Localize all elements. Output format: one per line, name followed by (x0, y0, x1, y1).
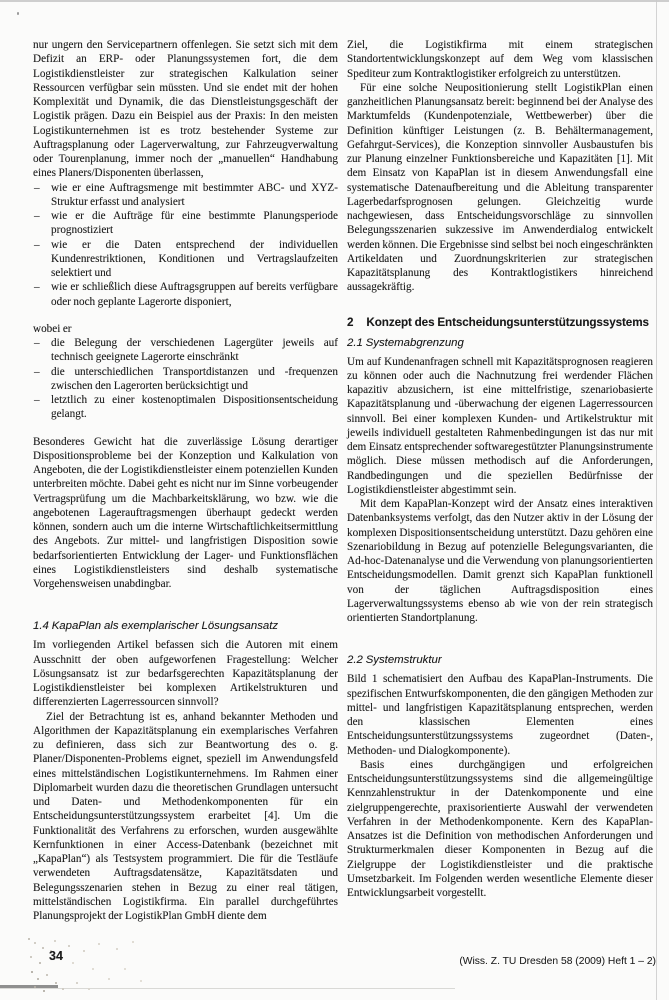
journal-citation-footer: (Wiss. Z. TU Dresden 58 (2009) Heft 1 – 2) (459, 956, 656, 967)
bullet-dash: – (34, 365, 40, 378)
bullet-dash: – (34, 181, 40, 194)
bullet-dash: – (34, 394, 40, 406)
bullet-list (33, 336, 338, 422)
bullet-dash: – (34, 210, 40, 222)
subsection-heading-1-4: 1.4 KapaPlan als exemplarischer Lösungsansatz (33, 620, 279, 633)
paragraph: Ziel, die Logistikfirma mit einem strategischen Standortentwicklungskonzept auf dem Weg vom klassischen Spediteur zum Kontraktlogistiker erfolgreich zu unterstützen. (347, 39, 653, 80)
paragraph: Mit dem KapaPlan-Konzept wird der Ansatz eines interaktiven Datenbanksystems verfolgt, das den Nutzer aktiv in der Lösung der komplexen Dispositionsentscheidung unterstützt. Dazu gehören eine Szenariobildung in Bezug auf potenzielle Belegungsvarianten, die Ad-hoc-Datenanalyse und die Verwendung von planungsorientierten Entscheidungsmodellen. Damit grenzt sich KapaPlan funktionell von der täglichen Auftragsdisposition eines Lagerverwaltungssystems ebenso ab wie von der rein strategisch orientierten Standortplanung. (347, 498, 653, 624)
list-item-text: die unterschiedlichen Transportdistanzen und -frequenzen zwischen den Lagerorten berücksichtigt und (51, 365, 338, 392)
scan-edge-line-top (0, 0, 669, 2)
list-interlude: wobei er (33, 322, 72, 335)
paragraph: Bild 1 schematisiert den Aufbau des KapaPlan-Instruments. Die spezifischen Entwurfskomponenten, die den gängigen Methoden zur mittel- und langfristigen Kapazitätsplanung entsprechen, werden den klassischen Elementen eines Entscheidungsunterstützungssystems zugeordnet (Daten-, Methoden- und Dialogkomponente). (347, 673, 653, 757)
list-item-text: wie er die Aufträge für eine bestimmte Planungsperiode prognostiziert (51, 210, 338, 237)
bullet-list (33, 181, 338, 309)
paragraph: Besonderes Gewicht hat die zuverlässige Lösung derartiger Dispositionsprobleme bei der Konzeption und Kalkulation von Angeboten, die der Logistikdienstleister einem potenziellen Kunden unterbreiten möchte. Dabei geht es nicht nur im Sinne vorbeugender Vertragsprüfung um die Machbarkeitsklärung, wo bzw. wie die angebotenen Lagerauftragsmengen überhaupt gedeckt werden können, sondern auch um die interne Wirtschaftlichkeitsermittlung des Angebots. Zur mittel- und langfristigen Disposition sowie bedarfsorientierten Entwicklung der Lager- und Funktionsflächen eines Logistikdienstleisters sind deshalb systematische Vorgehensweisen unabdingbar. (33, 435, 338, 590)
list-item (33, 393, 338, 422)
paragraph: Basis eines durchgängigen und erfolgreichen Entscheidungsunterstützungssystems sind die allgemeingültige Kennzahlenstruktur in der Datenkomponente und eine zielgruppengerechte, praxisorientierte Auswahl der verwendeten Verfahren in der Methodenkomponente. Kern des KapaPlan-Ansatzes ist die Definition von methodischen Anforderungen und Strukturmerkmalen dieser Komponenten in Bezug auf die Zielgruppe der Logistikdienstleister und die praktische Umsetzbarkeit. Im Folgenden werden wesentliche Elemente dieser Entwicklungsarbeit vorgestellt. (347, 758, 653, 899)
subsection-heading-2-1: 2.1 Systemabgrenzung (347, 336, 464, 349)
section-title: Konzept des Entscheidungsunterstützungssystems (366, 315, 649, 329)
list-item (33, 181, 338, 210)
list-item-text: letztlich zu einer kostenoptimalen Dispositionsentscheidung gelangt. (51, 394, 338, 421)
paragraph: Um auf Kundenanfragen schnell mit Kapazitätsprognosen reagieren zu können oder auch die Nachnutzung frei werdender Flächen kapazitiv abzusichern, ist eine mittelfristige, szenariobasierte Kapazitätsplanung und -überwachung der eigenen Lagerressourcen sinnvoll. Bei einer komplexen Kunden- und Artikelstruktur mit jeweils individuell gestalteten Rahmenbedingungen ist das nur mit dem Einsatz entsprechender softwaregestützter Planungsinstrumente möglich. Diese müssen methodisch auf die Anforderungen, Randbedingungen und die speziellen Bedürfnisse der Logistikdienstleister abgestimmt sein. (347, 355, 653, 496)
left-column (33, 38, 338, 923)
list-item (33, 336, 338, 365)
subsection-heading-2-2: 2.2 Systemstruktur (347, 654, 442, 667)
section-number: 2 (347, 315, 354, 329)
bullet-dash: – (34, 238, 40, 251)
bullet-dash: – (34, 337, 40, 349)
bullet-dash: – (34, 281, 40, 294)
list-item (33, 209, 338, 238)
paragraph: Ziel der Betrachtung ist es, anhand bekannter Methoden und Algorithmen der Kapazitätsplanung ein exemplarisches Verfahren zu definieren, dass sich zur Beantwortung des o. g. Planer/Disponenten-Problems eignet, speziell im Anwendungsfeld eines mittelständischen Logistikunternehmens. Im Rahmen einer Diplomarbeit wurden dazu die theoretischen Grundlagen untersucht und Daten- und Methodenkomponenten für ein Entscheidungsunterstützungssystem erarbeitet [4]. Um die Funktionalität des Verfahrens zu erforschen, wurden ausgewählte Kernfunktionen in einer Access-Datenbank (bezeichnet mit „KapaPlan“) als Testsystem programmiert. Die für die Testläufe verwendeten Auftragsdatensätze, Kapazitätsdaten und Belegungsszenarien stehen in Bezug zu einer real tätigen, mittelständischen Logistikfirma. Ein parallel durchgeführtes Planungsprojekt der LogistikPlan GmbH diente dem (33, 710, 338, 922)
scan-noise-speckles (28, 938, 30, 940)
paragraph: nur ungern den Servicepartnern offenlegen. Sie setzt sich mit dem Defizit an ERP- oder Planungssystemen fort, die dem Logistikdienstleister zur strategischen Kalkulation seiner Ressourcen verfügbar sein müssten. Und sie endet mit der hohen Komplexität und Dynamik, die das Dienstleistungsgeschäft der Logistik prägen. Dazu ein Beispiel aus der Praxis: In den meisten Logistikunternehmen ist es trotz bestehender Systeme zur Auftragsplanung oder Lagerverwaltung, zur Fahrzeugverwaltung oder Tourenplanung, immer noch der „manuellen“ Handhabung eines Planers/Disponenten überlassen, (33, 39, 338, 180)
paragraph: Im vorliegenden Artikel befassen sich die Autoren mit einem Ausschnitt der oben aufgeworfenen Fragestellung: Welcher Lösungsansatz ist zur bedarfsgerechten Kapazitätsplanung der Logistikdienstleister bei komplexen Artikelstrukturen und differenzierten Lagerressourcen sinnvoll? (33, 639, 338, 709)
list-item-text: die Belegung der verschiedenen Lagergüter jeweils auf technisch geeignete Lagerorte einschränkt (51, 337, 338, 364)
right-column (347, 38, 653, 900)
list-item-text: wie er eine Auftragsmenge mit bestimmter ABC- und XYZ-Struktur erfasst und analysiert (51, 181, 338, 208)
scan-edge-line-bottom-light (0, 988, 455, 989)
list-item (33, 238, 338, 281)
list-item-text: wie er schließlich diese Auftragsgruppen auf bereits verfügbare oder noch geplante Lagerorte disponiert, (51, 281, 338, 308)
scan-speck (17, 12, 19, 15)
page-number: 34 (49, 949, 63, 963)
list-item-text: wie er die Daten entsprechend der individuellen Kundenrestriktionen, Konditionen und Vertragslaufzeiten selektiert und (51, 238, 338, 279)
list-item (33, 365, 338, 394)
paragraph: Für eine solche Neupositionierung stellt LogistikPlan einen ganzheitlichen Planungsansatz bereit: beginnend bei der Analyse des Marktumfelds (Kundenpotenziale, Wettbewerber) über die Definition künftiger Leistungen (z. B. Behältermanagement, Gefahrgut-Services), die Konzeption sinnvoller Ausbaustufen bis zur Planung einzelner Funktionsbereiche und Kapazitäten [1]. Mit dem Einsatz von KapaPlan ist in diesem Anwendungsfall eine systematische Datenaufbereitung und die Ableitung transparenter Lagerbedarfsprognosen gelungen. Gleichzeitig wurde nachgewiesen, dass Entscheidungsvorschläge zu sinnvollen Belegungsszenarien sukzessive im Anwenderdialog entwickelt werden können. Die Ergebnisse sind selbst bei noch eingeschränkten Artikeldaten und Zuordnungskriterien zur strategischen Kapazitätsplanung des Kontraktlogistikers hinreichend aussagekräftig. (347, 81, 653, 294)
scan-edge-line-right (656, 0, 657, 1000)
list-item (33, 280, 338, 309)
section-heading-2 (347, 316, 653, 330)
